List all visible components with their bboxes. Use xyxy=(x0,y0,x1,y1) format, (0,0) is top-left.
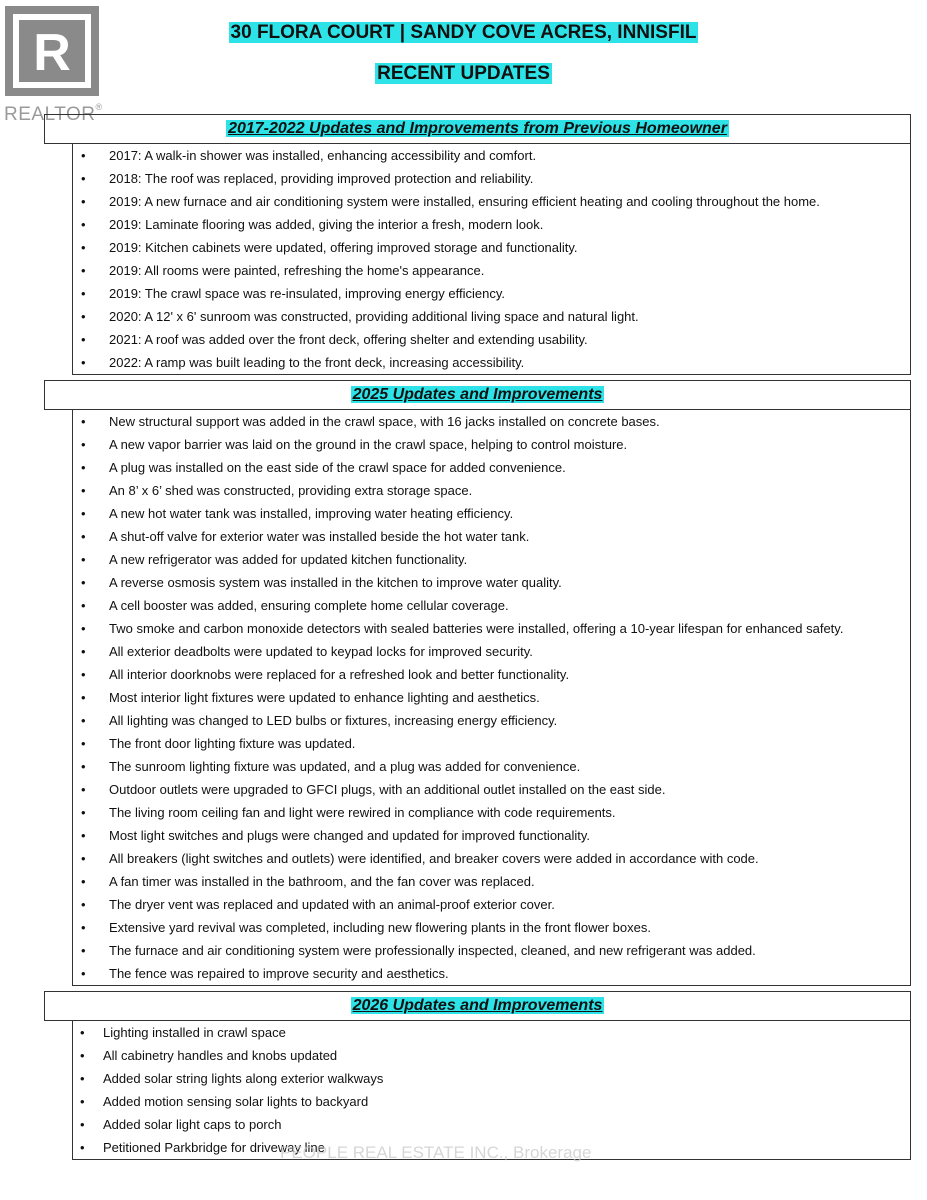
section-heading-2017-2022 xyxy=(44,114,911,144)
list-item: • Outdoor outlets were upgraded to GFCI plugs, with an additional outlet installed on the east side. xyxy=(73,778,910,801)
list-item: • Extensive yard revival was completed, including new flowering plants in the front flower boxes. xyxy=(73,916,910,939)
list-item: • The furnace and air conditioning system were professionally inspected, cleaned, and new refrigerant was added. xyxy=(73,939,910,962)
list-item: • All exterior deadbolts were updated to keypad locks for improved security. xyxy=(73,640,910,663)
list-item: • 2019: The crawl space was re-insulated, improving energy efficiency. xyxy=(73,282,910,305)
list-item: • A reverse osmosis system was installed in the kitchen to improve water quality. xyxy=(73,571,910,594)
realtor-logo-letter: R xyxy=(33,24,71,82)
list-item: • The sunroom lighting fixture was updated, and a plug was added for convenience. xyxy=(73,755,910,778)
list-item: • A new refrigerator was added for updated kitchen functionality. xyxy=(73,548,910,571)
page-subtitle xyxy=(0,63,927,85)
list-item: • New structural support was added in the crawl space, with 16 jacks installed on concrete bases. xyxy=(73,410,910,433)
list-item: • All cabinetry handles and knobs updated xyxy=(73,1044,910,1067)
page-subtitle-text: RECENT UPDATES xyxy=(377,63,550,84)
list-item: • A plug was installed on the east side of the crawl space for added convenience. xyxy=(73,456,910,479)
page-title xyxy=(0,22,927,44)
list-item: • The front door lighting fixture was updated. xyxy=(73,732,910,755)
list-item: • A fan timer was installed in the bathroom, and the fan cover was replaced. xyxy=(73,870,910,893)
section-list-2026 xyxy=(72,1021,911,1160)
list-item: • 2019: Laminate flooring was added, giving the interior a fresh, modern look. xyxy=(73,213,910,236)
section-heading-2025 xyxy=(44,380,911,410)
list-item: • 2018: The roof was replaced, providing improved protection and reliability. xyxy=(73,167,910,190)
list-item: • Most light switches and plugs were changed and updated for improved functionality. xyxy=(73,824,910,847)
section-heading-text: 2025 Updates and Improvements xyxy=(352,386,603,403)
list-item: • A cell booster was added, ensuring complete home cellular coverage. xyxy=(73,594,910,617)
list-item: • Most interior light fixtures were updated to enhance lighting and aesthetics. xyxy=(73,686,910,709)
list-item: • Two smoke and carbon monoxide detectors with sealed batteries were installed, offering a 10-year lifespan for enhanced safety. xyxy=(73,617,910,640)
list-item: • 2017: A walk-in shower was installed, enhancing accessibility and comfort. xyxy=(73,144,910,167)
list-item: • 2020: A 12' x 6' sunroom was constructed, providing additional living space and natural light. xyxy=(73,305,910,328)
section-heading-text: 2026 Updates and Improvements xyxy=(352,997,603,1014)
list-item: • 2019: Kitchen cabinets were updated, offering improved storage and functionality. xyxy=(73,236,910,259)
section-heading-text: 2017-2022 Updates and Improvements from Previous Homeowner xyxy=(228,120,727,137)
list-item: • A new hot water tank was installed, improving water heating efficiency. xyxy=(73,502,910,525)
list-item: • The living room ceiling fan and light were rewired in compliance with code requirements. xyxy=(73,801,910,824)
list-item: • 2022: A ramp was built leading to the front deck, increasing accessibility. xyxy=(73,351,910,374)
list-item: • A new vapor barrier was laid on the ground in the crawl space, helping to control moisture. xyxy=(73,433,910,456)
list-item: • Added solar light caps to porch xyxy=(73,1113,910,1136)
list-item: • 2021: A roof was added over the front deck, offering shelter and extending usability. xyxy=(73,328,910,351)
list-item: • All breakers (light switches and outlets) were identified, and breaker covers were added in accordance with code. xyxy=(73,847,910,870)
list-item: • An 8’ x 6’ shed was constructed, providing extra storage space. xyxy=(73,479,910,502)
section-heading-2026 xyxy=(44,991,911,1021)
list-item: • Added motion sensing solar lights to backyard xyxy=(73,1090,910,1113)
registered-mark: ® xyxy=(95,102,103,112)
list-item: • All lighting was changed to LED bulbs or fixtures, increasing energy efficiency. xyxy=(73,709,910,732)
list-item: • Added solar string lights along exterior walkways xyxy=(73,1067,910,1090)
page-title-text: 30 FLORA COURT | SANDY COVE ACRES, INNISFIL xyxy=(230,22,697,43)
list-item: • All interior doorknobs were replaced for a refreshed look and better functionality. xyxy=(73,663,910,686)
list-item: • Petitioned Parkbridge for driveway line xyxy=(73,1136,910,1159)
section-list-2025 xyxy=(72,410,911,986)
brokerage-watermark: PEOPLE REAL ESTATE INC., Brokerage xyxy=(280,1143,592,1162)
list-item: • The fence was repaired to improve security and aesthetics. xyxy=(73,962,910,985)
section-list-2017-2022 xyxy=(72,144,911,375)
list-item: • A shut-off valve for exterior water was installed beside the hot water tank. xyxy=(73,525,910,548)
list-item: • 2019: A new furnace and air conditioning system were installed, ensuring efficient heating and cooling throughout the home. xyxy=(73,190,910,213)
realtor-wordmark: REALTOR xyxy=(4,104,96,125)
list-item: • 2019: All rooms were painted, refreshing the home's appearance. xyxy=(73,259,910,282)
list-item: • Lighting installed in crawl space xyxy=(73,1021,910,1044)
list-item: • The dryer vent was replaced and updated with an animal-proof exterior cover. xyxy=(73,893,910,916)
